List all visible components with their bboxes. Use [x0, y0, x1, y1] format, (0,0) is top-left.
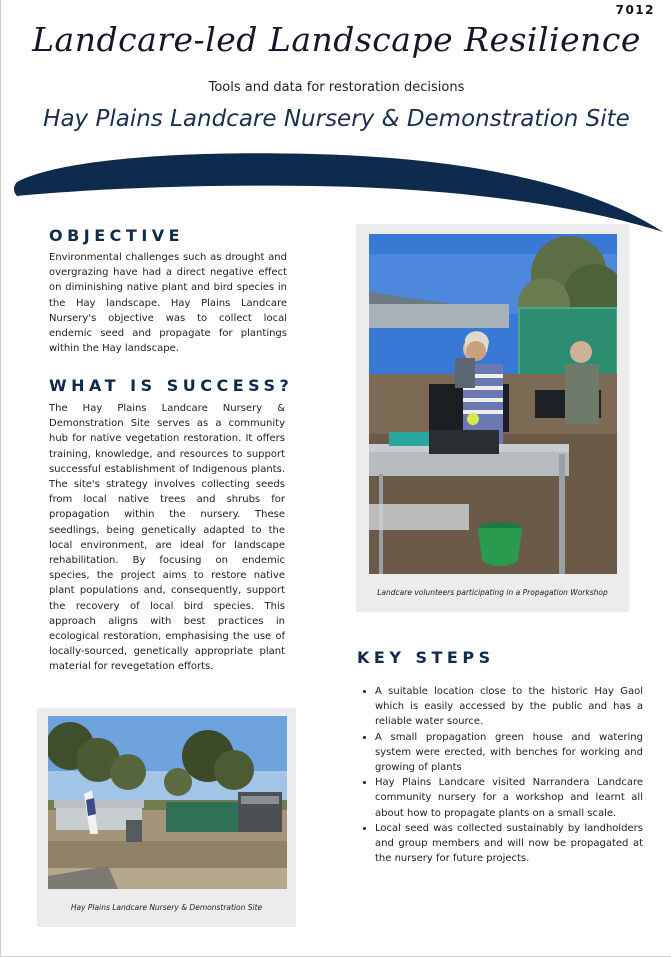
- workshop-photo: [369, 234, 617, 574]
- objective-heading: OBJECTIVE: [49, 226, 185, 245]
- key-steps-heading: KEY STEPS: [357, 648, 495, 667]
- key-step-item: • A small propagation green house and watering system were erected, with benches for working and growing of plants: [375, 730, 643, 776]
- document-number: 7012: [615, 3, 655, 17]
- site-photo-caption: Hay Plains Landcare Nursery & Demonstration Site: [70, 903, 263, 912]
- workshop-photo-caption: Landcare volunteers participating in a Propagation Workshop: [377, 588, 608, 597]
- success-text: The Hay Plains Landcare Nursery & Demonstration Site serves as a community hub for native vegetation restoration. It offers training, knowledge, and resources to support successful establishment of Indigenous plants. The site's strategy involves collecting seeds from local native trees and shrubs for propagation within the nursery. These seedlings, being genetically adapted to the local environment, are ideal for landscape rehabilitation. By focusing on endemic species, the project aims to restore native plant populations and, consequently, support the recovery of local bird species. This approach aligns with best practices in ecological restoration, emphasising the use of locally-sourced, genetically appropriate plant material for revegetation efforts.: [49, 403, 285, 673]
- key-step-item: • A suitable location close to the historic Hay Gaol which is easily accessed by the public and has a reliable water source.: [375, 684, 643, 730]
- objective-text: Environmental challenges such as drought and overgrazing have had a direct negative effect on diminishing native plant and bird species in the Hay landscape. Hay Plains Landcare Nursery's objective was to collect local endemic seed and propagate for plantings within the Hay landscape.: [49, 252, 287, 355]
- key-step-item: • Local seed was collected sustainably by landholders and group members and will now be propagated at the nursery for future projects.: [375, 821, 643, 867]
- site-title: Hay Plains Landcare Nursery & Demonstration Site: [43, 106, 630, 132]
- key-steps-list: [357, 684, 643, 866]
- subtitle: Tools and data for restoration decisions: [208, 80, 465, 95]
- site-photo: [48, 716, 287, 889]
- key-step-item: • Hay Plains Landcare visited Narrandera Landcare community nursery for a workshop and learnt all about how to propagate plants on a small scale.: [375, 775, 643, 821]
- main-title: Landcare-led Landscape Resilience: [32, 20, 641, 59]
- success-heading: WHAT IS SUCCESS?: [49, 376, 294, 395]
